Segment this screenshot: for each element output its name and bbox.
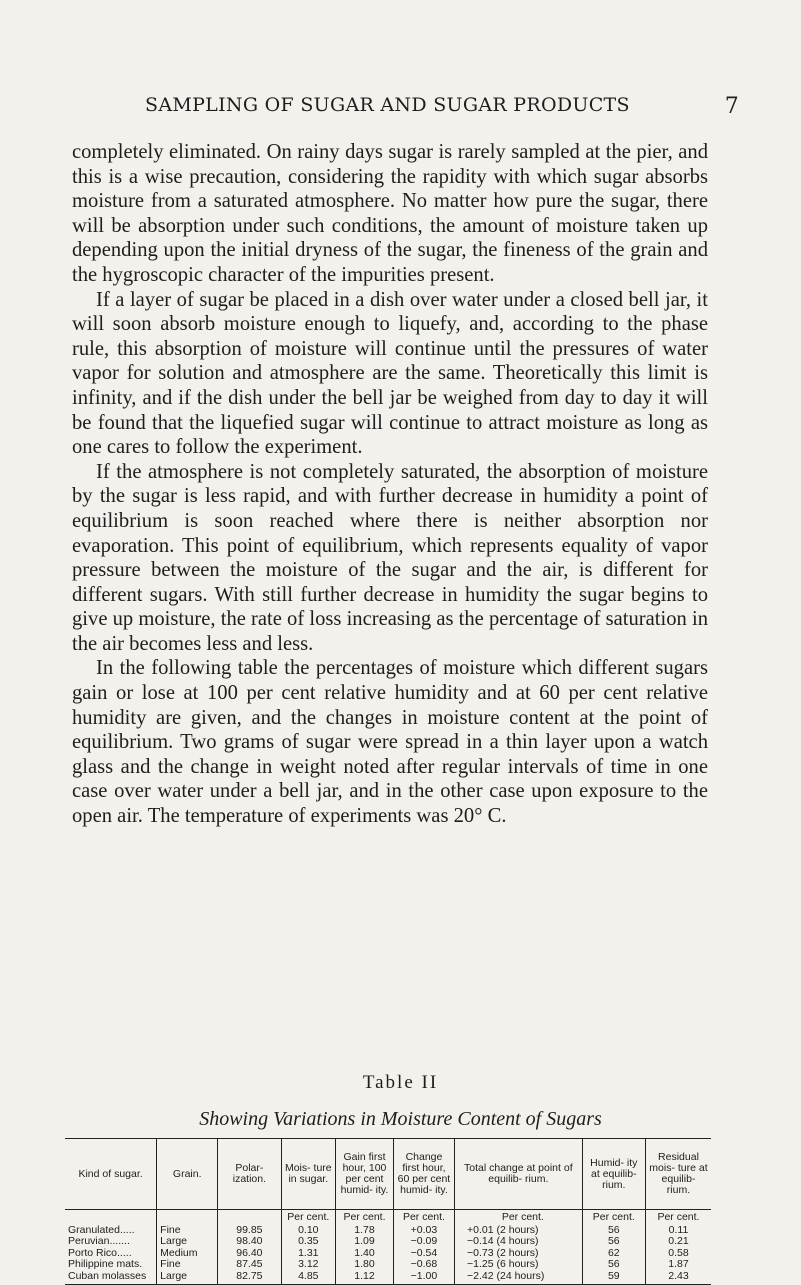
col-kind bbox=[65, 1210, 157, 1285]
cell: 99.85 bbox=[236, 1223, 263, 1236]
cell: −2.42 (24 hours) bbox=[467, 1269, 545, 1282]
cell: 56 bbox=[607, 1258, 620, 1270]
col-residual bbox=[645, 1210, 711, 1285]
cell: 82.75 bbox=[236, 1269, 263, 1282]
header-humidity: Humid- ity at equilib- rium. bbox=[582, 1139, 645, 1210]
col-gain bbox=[336, 1210, 394, 1285]
col-moisture bbox=[281, 1210, 336, 1285]
cell: 98.40 bbox=[236, 1235, 263, 1247]
cell: 0.58 bbox=[668, 1246, 689, 1259]
col-grain bbox=[157, 1210, 218, 1285]
header-moisture: Mois- ture in sugar. bbox=[281, 1139, 336, 1210]
cell: 0.21 bbox=[668, 1235, 689, 1247]
cell: 2.43 bbox=[668, 1269, 689, 1282]
cell: −1.00 bbox=[410, 1269, 438, 1282]
cell: +0.03 bbox=[410, 1223, 438, 1236]
cell: Porto Rico..... bbox=[68, 1246, 132, 1259]
cell: 1.80 bbox=[354, 1258, 375, 1270]
page-header bbox=[145, 94, 739, 119]
cell: 3.12 bbox=[298, 1258, 319, 1270]
cell: 1.78 bbox=[354, 1223, 375, 1236]
cell: 62 bbox=[607, 1246, 620, 1259]
page-number: 7 bbox=[724, 94, 739, 119]
col-total bbox=[455, 1210, 583, 1285]
cell: Philippine mats. bbox=[68, 1258, 143, 1270]
paragraph: If the atmosphere is not completely saturated, the absorption of moisture by the sugar is less rapid, and with further decrease in humidity a point of equilibrium is soon reached where there is neither absorption nor evaporation. This point of equilibrium, which represents equality of vapor pressure between the moisture of the sugar and the air, is different for different sugars. With still further decrease in humidity the sugar begins to give up moisture, the rate of loss increasing as the percentage of saturation in the air becomes less and less. bbox=[72, 460, 708, 655]
cell: 96.40 bbox=[236, 1246, 263, 1259]
paragraph: In the following table the percentages of moisture which different sugars gain or lose at 100 per cent relative humidity and at 60 per cent relative humidity are given, and the changes in moisture content at the point of equilibrium. Two grams of sugar were spread in a thin layer upon a watch glass and the change in weight noted after regular intervals of time in one case over water under a bell jar, and in the other case upon exposure to the open air. The temperature of experiments was 20° C. bbox=[72, 657, 708, 828]
cell: Cuban molasses bbox=[68, 1269, 147, 1282]
header-kind: Kind of sugar. bbox=[78, 1167, 143, 1180]
unit-label: Per cent. bbox=[343, 1211, 386, 1223]
header-grain: Grain. bbox=[157, 1139, 218, 1210]
cell: 4.85 bbox=[298, 1269, 319, 1282]
cell: −0.09 bbox=[410, 1235, 438, 1247]
body-text bbox=[72, 140, 708, 829]
table-header-row bbox=[65, 1139, 711, 1210]
unit-label: Per cent. bbox=[592, 1211, 635, 1223]
header-polarization: Polar- ization. bbox=[218, 1139, 281, 1210]
cell: 1.87 bbox=[668, 1258, 689, 1270]
cell: 56 bbox=[607, 1223, 620, 1236]
paragraph: completely eliminated. On rainy days sugar is rarely sampled at the pier, and this is a wise precaution, considering the rapidity with which sugar absorbs moisture from a saturated atmosphere. No matter how pure the sugar, there will be absorption under such conditions, the amount of moisture taken up depending upon the initial dryness of the sugar, the fineness of the grain and the hygroscopic character of the impurities present. bbox=[72, 141, 708, 286]
header-gain: Gain first hour, 100 per cent humid- ity. bbox=[336, 1139, 394, 1210]
cell: −0.73 (2 hours) bbox=[467, 1246, 539, 1259]
cell: 1.12 bbox=[354, 1269, 375, 1282]
unit-label: Per cent. bbox=[501, 1211, 544, 1223]
table-body-row bbox=[65, 1210, 711, 1285]
unit-label: Per cent. bbox=[657, 1211, 700, 1223]
col-polarization bbox=[218, 1210, 281, 1285]
running-title: SAMPLING OF SUGAR AND SUGAR PRODUCTS bbox=[145, 94, 630, 116]
cell: Fine bbox=[160, 1258, 181, 1270]
cell: −0.54 bbox=[410, 1246, 438, 1259]
header-residual: Residual mois- ture at equilib- rium. bbox=[645, 1139, 711, 1210]
cell: 87.45 bbox=[236, 1258, 263, 1270]
cell: Medium bbox=[160, 1246, 198, 1259]
cell: 0.10 bbox=[298, 1223, 319, 1236]
unit-label: Per cent. bbox=[287, 1211, 330, 1223]
cell: −0.68 bbox=[410, 1258, 438, 1270]
cell: 1.31 bbox=[298, 1246, 319, 1259]
cell: 59 bbox=[607, 1269, 620, 1282]
cell: 0.35 bbox=[298, 1235, 319, 1247]
unit-label: Per cent. bbox=[402, 1211, 445, 1223]
moisture-table bbox=[65, 1138, 711, 1285]
col-change bbox=[393, 1210, 454, 1285]
table-title: Table II bbox=[362, 1072, 439, 1093]
cell: 56 bbox=[607, 1235, 620, 1247]
col-humidity bbox=[582, 1210, 645, 1285]
cell: Peruvian....... bbox=[68, 1235, 130, 1247]
cell: −1.25 (6 hours) bbox=[467, 1258, 539, 1270]
cell: Granulated..... bbox=[68, 1223, 135, 1236]
cell: 0.11 bbox=[668, 1223, 689, 1236]
cell: Fine bbox=[160, 1223, 181, 1236]
cell: −0.14 (4 hours) bbox=[467, 1235, 539, 1247]
cell: +0.01 (2 hours) bbox=[467, 1223, 539, 1236]
cell: 1.40 bbox=[354, 1246, 375, 1259]
cell: 1.09 bbox=[354, 1235, 375, 1247]
cell: Large bbox=[160, 1269, 188, 1282]
table-caption: Showing Variations in Moisture Content of Sugars bbox=[199, 1108, 602, 1130]
header-change: Change first hour, 60 per cent humid- ity. bbox=[393, 1139, 454, 1210]
header-total: Total change at point of equilib- rium. bbox=[455, 1139, 583, 1210]
cell: Large bbox=[160, 1235, 188, 1247]
paragraph: If a layer of sugar be placed in a dish over water under a closed bell jar, it will soon absorb moisture enough to liquefy, and, according to the phase rule, this absorption of moisture will continue until the pressures of water vapor for solution and atmosphere are the same. Theoretically this limit is infinity, and if the dish under the bell jar be weighed from day to day it will be found that the liquefied sugar will continue to attract moisture as long as one cares to follow the experiment. bbox=[72, 288, 708, 459]
